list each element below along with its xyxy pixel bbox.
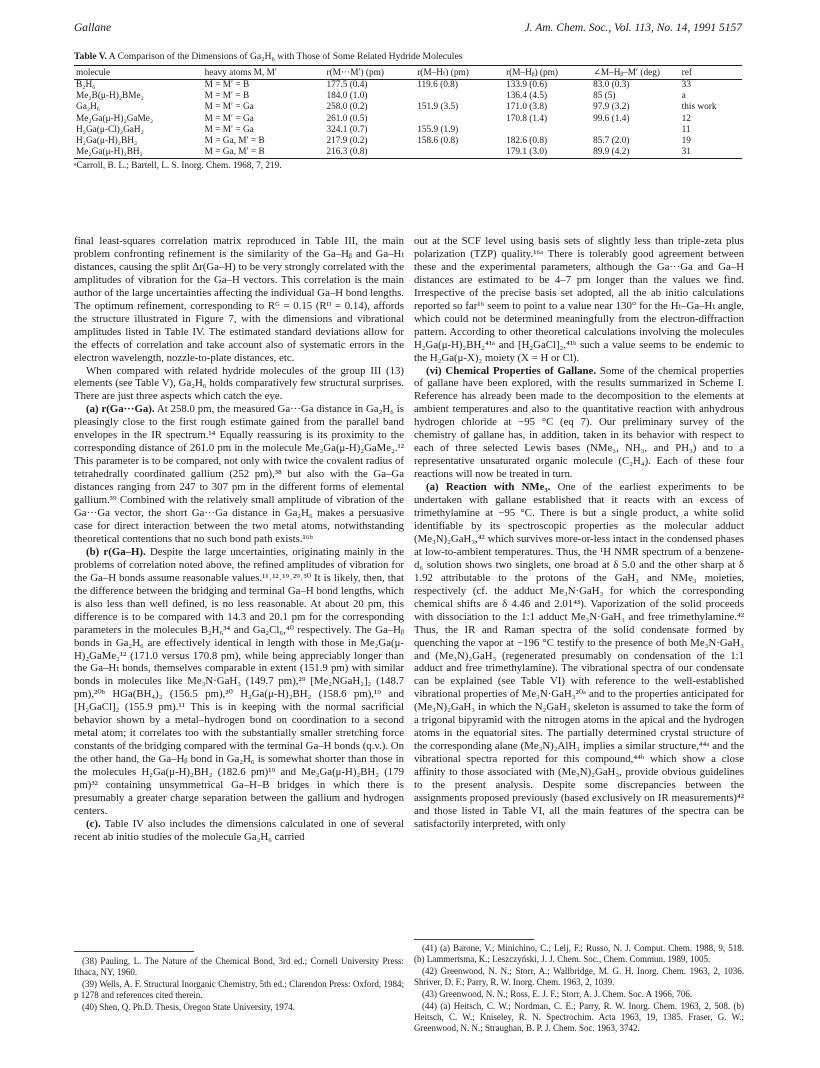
- table-cell: [504, 125, 591, 136]
- table-cell: M = M′ = B: [204, 91, 250, 102]
- paragraph-text: One of the earliest experiments to be undertaken with gallane established that it reacts with an excess of trimethylamine at −95 °C. There is but a single product, a white solid identifiable by its spectroscopic properties as the molecular adduct (Me₃N)₂GaH₃,⁴² which survives more-or-less intact in the condensed phases at low-to-ambient temperatures. Thus, the ¹H NMR spectrum of a benzene-d₆ solution shows two singlets, one broad at δ 5.0 and the other sharp at δ 1.92 attributable to the protons of the GaH₃ and NMe₃ moieties, respectively (cf. the adduct Me₃N·GaH₃ for which the corresponding chemical shifts are δ 4.46 and 2.01⁴³). Vaporization of the solid proceeds with dissociation to the 1:1 adduct Me₃N·GaH₃ and free trimethylamine.⁴² Thus, the IR and Raman spectra of the solid condensate formed by quenching the vapor at −196 °C testify to the presence of both Me₃N·GaH₃ and (Me₃N)₂GaH₃ (regenerated presumably on condensation of the 1:1 adduct and free trimethylamine). The vibrational spectra of our condensate can be explained (see Table VI) with reference to the well-established vibrational properties of Me₃N·GaH₃²⁰ᵃ and to the properties anticipated for (Me₃N)₂GaH₃ in which the N₂GaH₃ skeleton is assumed to take the form of a trigonal bipyramid with the nitrogen atoms in the apical and the hydrogen atoms in the equatorial sites. The partially determined crystal structure of the corresponding alane (Me₃N)₂AlH₃ implies a similar structure,⁴⁴ᵃ and the vibrational spectra reported for this compound,⁴⁴ᵇ which show a close affinity to those associated with (Me₃N)₂GaH₃, provide obvious guidelines to the present analysis. Despite some discrepancies between the assignments proposed previously (based exclusively on IR measurements)⁴² and those listed in Table VI, all the main features of the spectra can be satisfactorily interpreted, with only: [414, 481, 744, 830]
- col-header-r-mht: r(M–Hₜ) (pm): [415, 66, 504, 80]
- running-head-right: J. Am. Chem. Soc., Vol. 113, No. 14, 1991 5157: [524, 22, 742, 34]
- paragraph: [74, 403, 404, 545]
- paragraph: [74, 546, 404, 818]
- footnote: (42) Greenwood, N. N.; Storr, A.; Wallbridge, M. G. H. Inorg. Chem. 1963, 2, 1036. Shriver, D. F.; Parry, R. W. Inorg. Chem. 1963, 2, 1039.: [414, 966, 744, 987]
- paragraph: [414, 365, 744, 482]
- paragraph: [414, 235, 744, 365]
- table-cell: Me₂Ga(μ-H)₂BH₂: [74, 147, 203, 159]
- table-cell: M = M′ = Ga: [204, 102, 254, 113]
- table-cell: 133.9 (0.6): [506, 80, 548, 90]
- paragraph-heading: (a) Reaction with NMe₃.: [426, 481, 551, 494]
- table-cell: 33: [681, 80, 691, 90]
- paragraph-text: When compared with related hydride molecules of the group III (13) elements (see Table V), Ga₂H₆ holds comparatively few structural surprises. There are just three aspects which catch the eye.: [74, 364, 404, 403]
- left-column: [74, 235, 404, 937]
- paragraph-text: Some of the chemical properties of gallane have been explored, with the results summarized in Scheme I. Reference has already been made to the decomposition to the elements at ambient temperatures and also to the quantitative reaction with anhydrous hydrogen chloride at −95 °C (eq 7). Our preliminary survey of the chemistry of gallane has, in addition, taken in its behavior with respect to each of three selected Lewis bases (NMe₃, NH₃, and PH₃) and to a representative unsaturated organic molecule (C₂H₄). Each of these four reactions will now be treated in turn.: [414, 364, 744, 481]
- table-cell: 89.9 (4.2): [591, 147, 680, 159]
- dimensions-table: [74, 65, 742, 159]
- table-cell: 11: [681, 124, 691, 135]
- table-cell: 158.6 (0.8): [417, 136, 459, 147]
- paragraph: [74, 818, 404, 844]
- table-cell: 99.6 (1.4): [593, 113, 630, 124]
- table-row: [74, 80, 742, 92]
- table-cell: M = Ga, M′ = B: [204, 136, 265, 147]
- table-cell: B₂H₆: [76, 80, 96, 90]
- table-cell: H₂Ga(μ-Cl)₂GaH₂: [76, 124, 144, 135]
- table-cell: [415, 114, 504, 125]
- footnote: (41) (a) Barone, V.; Minichino, C.; Lelj, F.; Russo, N. J. Comput. Chem. 1988, 9, 518. (b) Lammertsma, K.; Leszczyński, J. J. Chem. Soc., Chem. Commun. 1989, 1005.: [414, 943, 744, 964]
- paragraph-text: final least-squares correlation matrix reproduced in Table III, the main problem confronting refinement is the similarity of the Ga–Hᵦ and Ga–Hₜ distances, causing the split Δr(Ga–H) to be very strongly correlated with the amplitudes of vibration for the Ga–H vectors. This correlation is the main author of the large uncertainties affecting the individual Ga–H bond lengths. The optimum refinement, corresponding to Rᴳ = 0.15 (Rᴰ = 0.14), affords the structure illustrated in Figure 7, with the dimensions and vibrational amplitudes listed in Table IV. The estimated standard deviations allow for the effects of correlation and take account also of systematic errors in the electron wavelength, nozzle-to-plate distances, etc.: [74, 235, 404, 364]
- table-cell: 182.6 (0.8): [506, 136, 548, 147]
- table-row: [74, 147, 742, 159]
- table-footnote: ᵃCarroll, B. L.; Bartell, L. S. Inorg. Chem. 1968, 7, 219.: [74, 161, 282, 172]
- col-header-molecule: molecule: [74, 66, 203, 80]
- table-cell: 85.7 (2.0): [593, 136, 630, 147]
- footnote-rule-left: [74, 951, 194, 952]
- table-row: [74, 91, 742, 102]
- col-header-r-mm: r(M···M′) (pm): [324, 66, 415, 80]
- table-caption-text: A Comparison of the Dimensions of Ga₂H₆ with Those of Some Related Hydride Molecules: [108, 51, 463, 62]
- footnote: (38) Pauling, L. The Nature of the Chemical Bond, 3rd ed.; Cornell University Press: Ithaca, NY, 1960.: [74, 956, 404, 977]
- paragraph: [414, 481, 744, 831]
- table-cell: [415, 91, 504, 102]
- table-cell: 155.9 (1.9): [417, 124, 459, 135]
- paragraph: [74, 235, 404, 365]
- table-cell: 177.5 (0.4): [326, 80, 368, 90]
- table-cell: 324.1 (0.7): [326, 124, 368, 135]
- paragraph-heading: (b) r(Ga–H).: [86, 545, 146, 558]
- table-cell: M = Ga, M′ = B: [203, 147, 325, 159]
- table-row: [74, 114, 742, 125]
- table-label: Table V.: [74, 51, 107, 62]
- table-cell: M = M′ = Ga: [204, 124, 254, 135]
- footnote: (43) Greenwood, N. N.; Ross, E. J. F.; Storr, A. J. Chem. Soc. A 1966, 706.: [422, 989, 693, 999]
- footnote: (39) Wells, A. F. Structural Inorganic Chemistry, 5th ed.; Clarendon Press: Oxford, 1984; p 1278 and references cited therein.: [74, 979, 404, 1000]
- table-row: [74, 125, 742, 136]
- col-header-r-mhb: r(M–Hᵦ) (pm): [504, 66, 591, 80]
- table-cell: [415, 147, 504, 159]
- left-footnotes: [74, 956, 404, 1014]
- table-cell: 216.3 (0.8): [324, 147, 415, 159]
- table-cell: 151.9 (3.5): [417, 102, 459, 113]
- footnote: (44) (a) Heitsch, C. W.; Nordman, C. E.; Parry, R. W. Inorg. Chem. 1963, 2, 508. (b) Heitsch, C. W.; Kniseley, R. N. Spectrochim. Acta 1963, 19, 1385. Fraser, G. W.; Greenwood, N. N.; Straughan, B. P. J. Chem. Soc. 1963, 3742.: [414, 1001, 744, 1033]
- table-cell: 12: [681, 113, 691, 124]
- table-cell: Ga₂H₆: [76, 102, 101, 113]
- col-header-heavy-atoms: heavy atoms M, M′: [203, 66, 325, 80]
- table-cell: M = M′ = Ga: [204, 113, 254, 124]
- table-row: [74, 102, 742, 113]
- table-cell: 97.9 (3.2): [593, 102, 630, 113]
- table-cell: 179.1 (3.0): [504, 147, 591, 159]
- table-cell: M = M′ = B: [204, 80, 250, 90]
- paragraph-heading: (a) r(Ga···Ga).: [86, 403, 155, 416]
- table-caption: [74, 51, 742, 63]
- table-cell: 170.8 (1.4): [506, 113, 548, 124]
- table-cell: Me₂B(μ-H)₂BMe₂: [76, 91, 144, 102]
- table-cell: [591, 125, 680, 136]
- running-head-left: Gallane: [74, 22, 112, 34]
- table-cell: a: [681, 91, 686, 102]
- col-header-ref: ref: [680, 66, 742, 80]
- right-footnotes: [414, 943, 744, 1035]
- table-cell: 85 (5): [593, 91, 616, 102]
- table-cell: 217.9 (0.2): [326, 136, 368, 147]
- table-cell: 171.0 (3.8): [506, 102, 548, 113]
- paragraph-text: Despite the large uncertainties, originating mainly in the problems of correlation noted above, the refined amplitudes of vibration for the Ga–H bonds assume reasonable values.¹¹˒¹²˒¹⁹˒²⁹˒³⁰ It is likely, then, that the difference between the bridging and terminal Ga–H bond lengths, which is also less than well defined, is no less reasonable. At about 20 pm, this difference is to be compared with 14.3 and 20.1 pm for the corresponding parameters in the molecules B₂H₆³⁴ and Ga₂Cl₆,⁴⁰ respectively. The Ga–Hᵦ bonds in Ga₂H₆ are effectively identical in length with those in Me₂Ga(μ-H)₂GaMe₂¹² (171.0 versus 170.8 pm), while being appreciably longer than the Ga–Hₜ bonds, themselves comparable in extent (151.9 pm) with similar bonds in molecules like Me₃N·GaH₃ (149.7 pm),²⁹ [Me₂NGaH₂]₂ (148.7 pm),²⁰ᵇ HGa(BH₄)₂ (156.5 pm),³⁰ H₂Ga(μ-H)₂BH₂ (158.6 pm),¹⁹ and [H₂GaCl]₂ (155.9 pm).¹¹ This is in keeping with the normal sacrificial behavior shown by a metal–hydrogen bond on coordination to a second metal atom; it correlates too with the substantially smaller stretching force constants of the bridging compared with the terminal Ga–H bonds (q.v.). On the other hand, the Ga–Hᵦ bond in Ga₂H₆ is somewhat shorter than those in the molecules H₂Ga(μ-H)₂BH₂ (182.6 pm)¹⁹ and Me₂Ga(μ-H)₂BH₂ (179 pm)³² containing unsymmetrical Ga–H–B bridges in which there is presumably a greater charge separation between the gallium and hydrogen centers.: [74, 545, 404, 817]
- paragraph-text: At 258.0 pm, the measured Ga···Ga distance in Ga₂H₆ is pleasingly close to the first rough estimate gained from the parallel band envelopes in the IR spectrum.¹⁴ Equally reassuring is its proximity to the corresponding distance of 261.0 pm in the molecule Me₂Ga(μ-H)₂GaMe₂.¹² This parameter is to be compared, not only with twice the covalent radius of tetrahedrally coordinated gallium (252 pm),³⁸ but also with the Ga–Ga distances ranging from 247 to 307 pm in the different forms of elemental gallium.³⁹ Combined with the relatively small amplitude of vibration of the Ga···Ga vector, the short Ga···Ga distance in Ga₂H₆ makes a persuasive case for direct interaction between the two metal atoms, notwithstanding theoretical contentions that no such bond path exists.¹⁶ᵇ: [74, 403, 404, 545]
- col-header-angle: ∠M–Hᵦ–M′ (deg): [591, 66, 680, 80]
- paragraph-heading: (vi) Chemical Properties of Gallane.: [426, 364, 597, 377]
- footnote-rule-right: [414, 939, 534, 940]
- right-column: [414, 235, 744, 937]
- table-cell: 119.6 (0.8): [417, 80, 458, 90]
- table-cell: 136.4 (4.5): [506, 91, 548, 102]
- table-cell: 184.0 (1.0): [326, 91, 368, 102]
- table-cell: 258.0 (0.2): [326, 102, 368, 113]
- table-cell: H₂Ga(μ-H)₂BH₂: [76, 136, 138, 147]
- table-cell: this work: [681, 102, 717, 113]
- footnote: (40) Shen, Q. Ph.D. Thesis, Oregon State University, 1974.: [82, 1002, 295, 1012]
- table-cell: 31: [680, 147, 742, 159]
- paragraph-text: out at the SCF level using basis sets of slightly less than triple-zeta plus polarization (TZP) quality.¹⁶ᵃ There is tolerably good agreement between these and the experimental parameters, although the Ga···Ga and Ga–H distances are estimated to be 4–7 pm longer than the values we find. Irrespective of the precise basis set adopted, all the ab initio calculations reported so far¹⁶ seem to point to a value near 130° for the Hₜ–Ga–Hₜ angle, which could not be determined meaningfully from the electron-diffraction pattern. According to other theoretical calculations involving the molecules H₂Ga(μ-H)₂BH₂⁴¹ᵃ and [H₂GaCl]₂,⁴¹ᵇ such a value seems to be endemic to the H₂Ga(μ-X)₂ moiety (X = H or Cl).: [414, 235, 744, 364]
- table-row: [74, 136, 742, 147]
- paragraph-heading: (c).: [86, 817, 101, 830]
- paragraph: [74, 365, 404, 404]
- table-cell: 261.0 (0.5): [326, 113, 368, 124]
- running-head: [74, 22, 742, 38]
- paragraph-text: Table IV also includes the dimensions calculated in one of several recent ab initio studies of the molecule Ga₂H₆ carried: [74, 817, 404, 843]
- table-cell: Me₂Ga(μ-H)₂GaMe₂: [76, 113, 154, 124]
- table-cell: 83.0 (0.3): [593, 80, 630, 90]
- table-cell: 19: [681, 136, 691, 147]
- table-v: [74, 51, 742, 171]
- table-header-row: [74, 66, 742, 80]
